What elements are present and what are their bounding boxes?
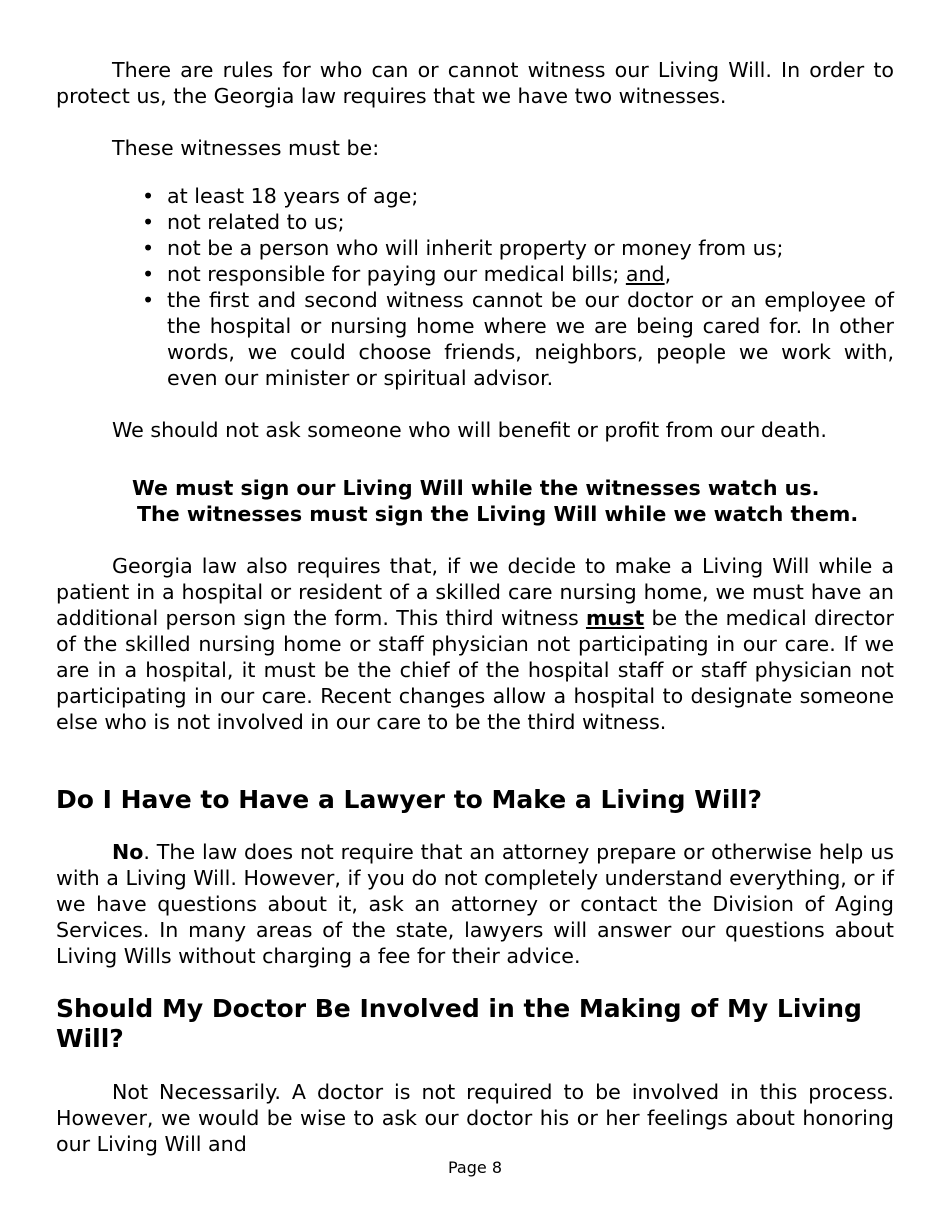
- page-number: Page 8: [448, 1158, 502, 1177]
- signing-rule: [56, 475, 894, 527]
- underlined-and: and: [625, 262, 665, 286]
- signing-rule-line-1: We must sign our Living Will while the witnesses watch us.: [132, 476, 820, 500]
- doctor-heading: Should My Doctor Be Involved in the Making of My Living Will?: [56, 994, 862, 1053]
- must-emphasis: must: [585, 606, 645, 630]
- lawyer-heading: Do I Have to Have a Lawyer to Make a Living Will?: [56, 785, 763, 814]
- list-item: • not responsible for paying our medical bills; and,: [142, 262, 672, 286]
- benefit-note: We should not ask someone who will benefit or profit from our death.: [112, 418, 827, 442]
- bullet-icon: •: [142, 184, 155, 208]
- witness-list-intro: These witnesses must be:: [112, 136, 380, 160]
- bullet-icon: •: [142, 288, 155, 312]
- list-item: • the first and second witness cannot be our doctor or an employee of the hospital or nursing home where we are being cared for. In other words, we could choose friends, neighbors, people we work with, even our minister or spiritual advisor.: [142, 288, 894, 390]
- list-item: • not be a person who will inherit property or money from us;: [142, 236, 784, 260]
- bullet-icon: •: [142, 262, 155, 286]
- lawyer-paragraph: No. The law does not require that an attorney prepare or otherwise help us with a Living Will. However, if you do not completely understand everything, or if we have questions about it, ask an attorney or contact the Division of Aging Services. In many areas of the state, lawyers will answer our questions about Living Wills without charging a fee for their advice.: [56, 840, 894, 968]
- list-item: • not related to us;: [142, 210, 345, 234]
- document-page: [56, 57, 894, 1157]
- list-item: • at least 18 years of age;: [142, 184, 419, 208]
- witness-requirements-list: [56, 183, 894, 391]
- answer-no: No: [112, 840, 144, 864]
- bullet-icon: •: [142, 210, 155, 234]
- intro-paragraph: There are rules for who can or cannot witness our Living Will. In order to protect us, the Georgia law requires that we have two witnesses.: [56, 58, 894, 108]
- doctor-paragraph: Not Necessarily. A doctor is not required to be involved in this process. However, we would be wise to ask our doctor his or her feelings about honoring our Living Will and: [56, 1080, 894, 1156]
- bullet-icon: •: [142, 236, 155, 260]
- third-witness-paragraph: Georgia law also requires that, if we decide to make a Living Will while a patient in a hospital or resident of a skilled care nursing home, we must have an additional person sign the form. This third witness must be the medical director of the skilled nursing home or staff physician not participating in our care. If we are in a hospital, it must be the chief of the hospital staff or staff physician not participating in our care. Recent changes allow a hospital to designate someone else who is not involved in our care to be the third witness.: [56, 554, 894, 734]
- signing-rule-line-2: The witnesses must sign the Living Will while we watch them.: [137, 502, 859, 526]
